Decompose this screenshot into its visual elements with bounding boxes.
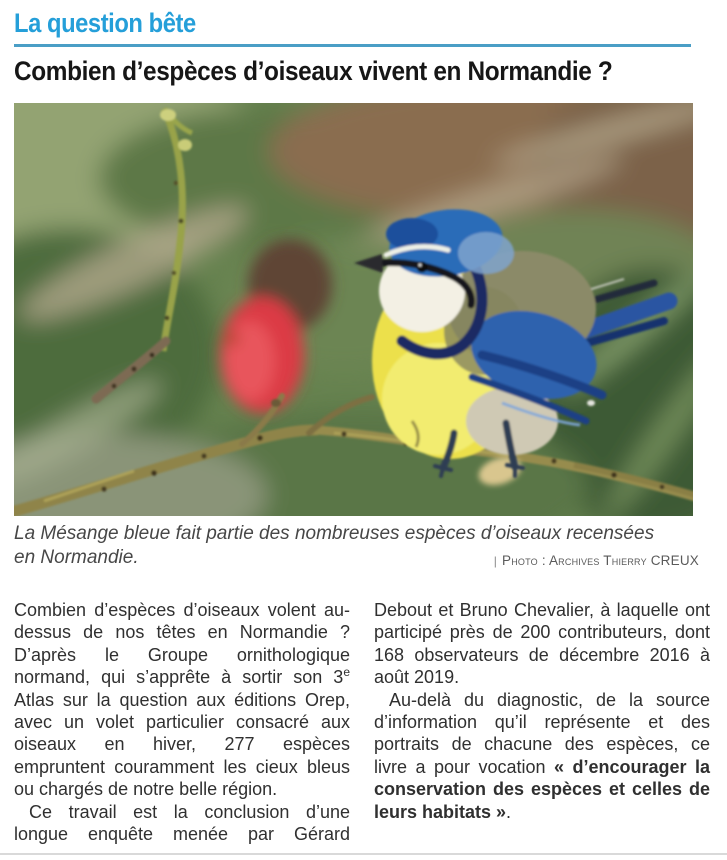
article-headline: Combien d’espèces d’oiseaux vivent en Normandie ?	[14, 56, 613, 86]
paragraph-1-text-cont: Atlas sur la question aux éditions Orep, avec un volet particulier consacré aux oiseaux en hiver, 277 espèces empruntent couramment les cieux bleus ou chargés de notre belle région.	[14, 689, 350, 800]
section-kicker: La question bête	[14, 8, 196, 38]
paragraph-3-quote: « d’encourager la conservation des espèces et celles de leurs habitats »	[374, 756, 710, 822]
ordinal-superscript: e	[343, 665, 350, 680]
paragraph-1-text: Combien d’espèces d’oiseaux volent au-dessus de nos têtes en Normandie ? D’après le Groupe ornithologique normand, qui s’apprête à sortir son 3	[14, 600, 350, 688]
paragraph-2: Ce travail est la conclusion d’une longue enquête menée par Gérard Debout et Bruno Chevalier, à laquelle ont participé près de 200 contributeurs, dont 168 observateurs de décembre 2016 à août 2019.	[14, 600, 710, 845]
blue-tit-illustration	[14, 103, 693, 516]
photo-caption: La Mésange bleue fait partie des nombreuses espèces d’oiseaux recensées en Normandie.	[14, 523, 655, 568]
article-page	[14, 0, 713, 860]
credit-separator: |	[493, 554, 498, 568]
photo-credit	[494, 553, 699, 568]
caption-row	[14, 522, 699, 570]
paragraph-3-text: Au-delà du diagnostic, de la source d’information qu’il représente et des portraits de chacune des espèces, ce livre a pour vocation	[374, 689, 710, 777]
paragraph-1	[14, 599, 350, 801]
article-photo	[14, 103, 693, 516]
photo-credit-text: Photo : Archives Thierry CREUX	[502, 553, 699, 568]
section-divider	[0, 853, 727, 855]
kicker-underline	[14, 44, 691, 47]
paragraph-3	[374, 689, 710, 823]
article-body	[14, 599, 710, 850]
paragraph-3-period: .	[506, 801, 512, 822]
